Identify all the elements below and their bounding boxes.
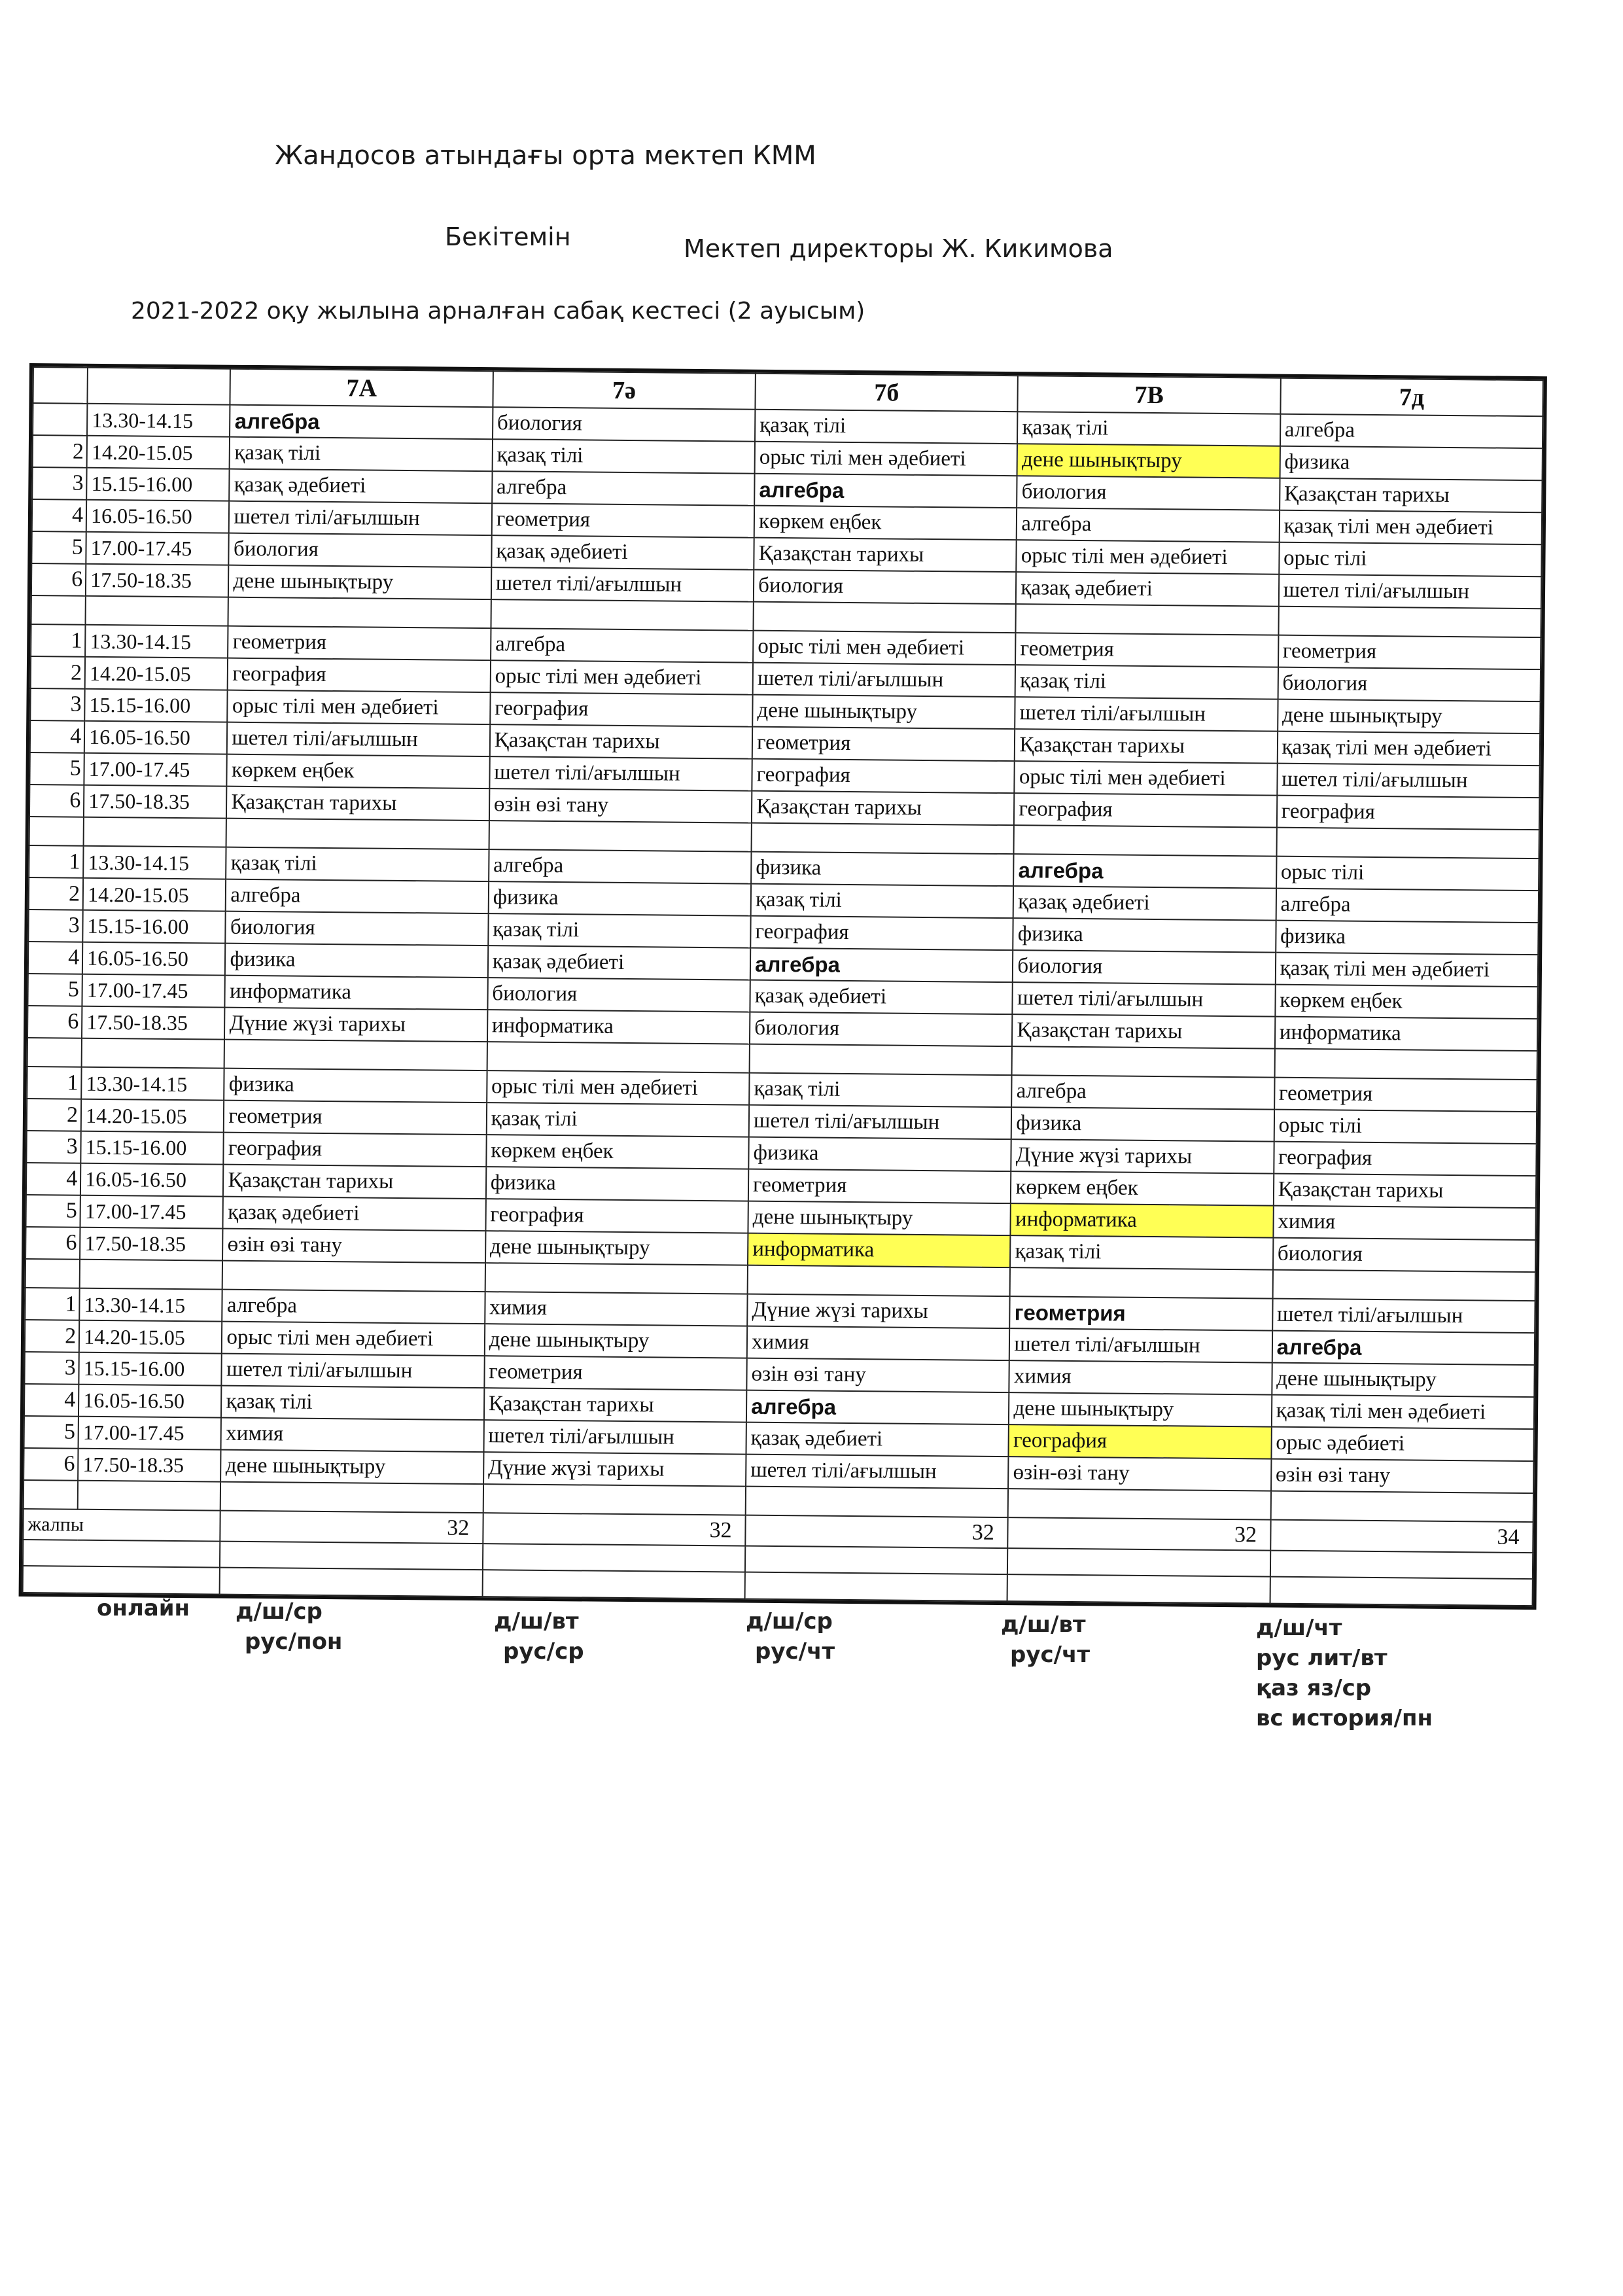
lesson-cell: дене шынықтыру — [1278, 699, 1541, 733]
director-name: Мектеп директоры Ж. Кикимова — [684, 234, 1113, 263]
empty-cell — [24, 1480, 79, 1510]
lesson-time: 14.20-15.05 — [83, 878, 226, 911]
online-note: д/ш/чт — [1256, 1615, 1342, 1641]
lesson-cell: қазақ әдебиеті — [491, 535, 754, 569]
lesson-cell: биология — [750, 1012, 1013, 1046]
lesson-cell: алгебра — [492, 471, 755, 505]
lesson-cell: алгебра — [1013, 854, 1276, 888]
lesson-cell: физика — [225, 944, 488, 978]
lesson-cell: геометрия — [484, 1356, 747, 1390]
lesson-cell: геометрия — [228, 626, 491, 660]
online-note: рус/чт — [1010, 1642, 1091, 1668]
empty-cell — [491, 599, 754, 631]
lesson-cell: Қазақстан тарихы — [484, 1388, 747, 1422]
lesson-time: 17.00-17.45 — [84, 753, 228, 786]
lesson-cell: геометрия — [748, 1169, 1011, 1203]
lesson-cell: алгебра — [1280, 414, 1543, 448]
empty-cell — [23, 1540, 220, 1568]
lesson-time: 16.05-16.50 — [79, 1385, 222, 1418]
empty-cell — [1276, 827, 1539, 858]
lesson-cell: алгебра — [1272, 1331, 1535, 1365]
lesson-cell: химия — [1273, 1205, 1536, 1239]
online-note: рус/ср — [503, 1638, 584, 1665]
lesson-number: 5 — [27, 974, 82, 1006]
lesson-cell: өзін өзі тану — [746, 1358, 1009, 1392]
school-name: Жандосов атындағы орта мектеп КММ — [275, 141, 816, 171]
lesson-cell: Қазақстан тарихы — [1273, 1174, 1536, 1208]
lesson-cell: геометрия — [1274, 1078, 1537, 1112]
lesson-time: 17.50-18.35 — [84, 785, 227, 818]
lesson-cell: Қазақстан тарихы — [226, 786, 489, 820]
lesson-time: 16.05-16.50 — [82, 942, 226, 976]
total-hours: 32 — [1008, 1517, 1271, 1550]
lesson-cell: шетел тілі/ағылшын — [1278, 574, 1541, 608]
lesson-time: 14.20-15.05 — [87, 436, 230, 469]
lesson-cell: шетел тілі/ағылшын — [489, 756, 752, 790]
lesson-cell: алгебра — [1011, 1075, 1274, 1109]
lesson-time: 14.20-15.05 — [79, 1320, 222, 1354]
lesson-cell: қазақ әдебиеті — [230, 469, 493, 503]
lesson-time: 17.00-17.45 — [80, 1195, 224, 1229]
lesson-cell: шетел тілі/ағылшын — [746, 1454, 1009, 1488]
lesson-cell: Дүние жүзі тарихы — [483, 1452, 746, 1486]
total-hours: 34 — [1270, 1520, 1533, 1553]
lesson-cell: қазақ тілі — [1015, 665, 1278, 699]
lesson-cell: дене шынықтыру — [1017, 444, 1280, 478]
lesson-cell: шетел тілі/ағылшын — [227, 722, 490, 756]
lesson-cell: дене шынықтыру — [752, 695, 1015, 729]
empty-cell — [86, 595, 229, 626]
lesson-cell: география — [228, 658, 491, 692]
empty-cell — [1012, 1046, 1275, 1078]
empty-cell — [220, 1481, 483, 1513]
online-note: рус/чт — [755, 1638, 835, 1665]
empty-cell — [27, 1038, 82, 1067]
empty-cell — [84, 817, 227, 847]
lesson-cell: көркем еңбек — [754, 506, 1017, 540]
lesson-cell: география — [1014, 793, 1277, 827]
lesson-cell: химия — [747, 1326, 1010, 1360]
lesson-cell: химия — [1009, 1360, 1272, 1394]
lesson-time: 17.50-18.35 — [80, 1227, 223, 1260]
lesson-cell: физика — [1013, 918, 1276, 952]
lesson-cell: геометрия — [1278, 635, 1541, 669]
lesson-cell: орыс тілі мен әдебиеті — [1017, 540, 1280, 574]
lesson-cell: алгебра — [226, 879, 489, 913]
lesson-cell: биология — [229, 533, 492, 567]
online-note: д/ш/ср — [746, 1608, 833, 1634]
lesson-cell: Қазақстан тарихы — [752, 790, 1015, 824]
empty-cell — [483, 1484, 746, 1515]
online-note: қаз яз/ср — [1256, 1675, 1372, 1701]
lesson-cell: қазақ әдебиеті — [223, 1196, 486, 1230]
empty-cell — [752, 822, 1015, 854]
lesson-cell: биология — [1017, 476, 1280, 510]
lesson-number: 3 — [30, 688, 85, 721]
totals-label: жалпы — [23, 1509, 220, 1541]
lesson-cell: шетел тілі/ағылшын — [222, 1354, 485, 1388]
empty-cell — [487, 1042, 750, 1073]
lesson-cell: биология — [1278, 667, 1541, 701]
lesson-cell: қазақ тілі — [221, 1385, 484, 1419]
lesson-number: 4 — [32, 499, 87, 532]
lesson-cell: дене шынықтыру — [1009, 1392, 1272, 1426]
lesson-cell: орыс тілі — [1274, 1110, 1537, 1144]
lesson-number: 6 — [29, 785, 84, 817]
lesson-time: 13.30-14.15 — [87, 404, 230, 437]
lesson-cell: қазақ әдебиеті — [1013, 886, 1276, 920]
lesson-time: 15.15-16.00 — [84, 689, 228, 722]
lesson-cell: алгебра — [489, 849, 752, 883]
lesson-cell: қазақ тілі — [749, 1073, 1012, 1107]
class-header: 7В — [1018, 376, 1281, 414]
online-note: рус лит/вт — [1256, 1645, 1387, 1671]
lesson-cell: Қазақстан тарихы — [223, 1165, 486, 1199]
lesson-time: 17.50-18.35 — [82, 1006, 225, 1039]
lesson-cell: орыс тілі мен әдебиеті — [228, 690, 491, 724]
lesson-cell: химия — [221, 1417, 484, 1451]
lesson-number: 3 — [26, 1131, 81, 1163]
empty-cell — [1270, 1577, 1533, 1606]
online-notes-7v — [1001, 1610, 1090, 1670]
empty-cell — [745, 1546, 1008, 1575]
lesson-cell: шетел тілі/ағылшын — [483, 1420, 746, 1454]
empty-cell — [23, 1566, 220, 1594]
lesson-cell: алгебра — [1276, 889, 1539, 923]
lesson-time: 17.00-17.45 — [82, 974, 226, 1008]
lesson-number: 1 — [29, 845, 84, 878]
corner-cell — [88, 368, 231, 405]
lesson-cell: қазақ тілі — [1017, 412, 1280, 446]
empty-cell — [228, 597, 491, 628]
empty-cell — [1270, 1551, 1533, 1580]
lesson-number: 6 — [24, 1448, 79, 1481]
empty-cell — [224, 1039, 487, 1070]
lesson-cell: көркем еңбек — [227, 754, 490, 788]
lesson-cell: қазақ әдебиеті — [1016, 572, 1279, 606]
empty-cell — [1008, 1489, 1271, 1520]
lesson-cell: алгебра — [754, 474, 1017, 508]
lesson-time: 16.05-16.50 — [80, 1163, 224, 1197]
lesson-cell: өзін өзі тану — [223, 1228, 486, 1262]
class-header: 7б — [755, 374, 1018, 412]
lesson-cell: биология — [1013, 950, 1276, 984]
lesson-time: 17.00-17.45 — [86, 532, 229, 565]
lesson-cell: физика — [1280, 446, 1543, 480]
empty-cell — [748, 1265, 1011, 1296]
lesson-cell: география — [490, 692, 753, 726]
lesson-cell: қазақ тілі — [230, 437, 493, 471]
lesson-time: 17.50-18.35 — [86, 563, 229, 597]
total-hours: 32 — [220, 1511, 483, 1544]
empty-cell — [482, 1570, 745, 1598]
lesson-cell: қазақ тілі — [755, 410, 1018, 444]
lesson-cell: шетел тілі/ағылшын — [1277, 763, 1540, 797]
lesson-number: 2 — [27, 1099, 82, 1131]
lesson-cell: информатика — [1011, 1203, 1274, 1237]
lesson-cell: география — [752, 758, 1015, 792]
lesson-cell: физика — [488, 881, 751, 915]
lesson-cell: информатика — [748, 1233, 1011, 1267]
online-label: онлайн — [97, 1595, 190, 1621]
empty-cell — [754, 601, 1017, 633]
empty-cell — [1014, 825, 1277, 857]
lesson-number: 5 — [29, 752, 84, 785]
lesson-cell: шетел тілі/ағылшын — [1272, 1299, 1535, 1333]
schedule-table — [19, 363, 1547, 1610]
lesson-number: 1 — [31, 624, 86, 657]
empty-cell — [1010, 1267, 1273, 1299]
lesson-time: 13.30-14.15 — [85, 625, 228, 658]
empty-cell — [1270, 1491, 1533, 1522]
lesson-number: 2 — [25, 1320, 80, 1352]
lesson-cell: дене шынықтыру — [485, 1324, 748, 1358]
lesson-number: 1 — [27, 1067, 82, 1099]
lesson-cell: көркем еңбек — [1275, 984, 1538, 1018]
lesson-number: 4 — [28, 942, 83, 974]
lesson-cell: шетел тілі/ағылшын — [491, 567, 754, 601]
lesson-cell: алгебра — [491, 628, 754, 662]
lesson-cell: геометрия — [224, 1101, 487, 1135]
lesson-time: 14.20-15.05 — [81, 1099, 224, 1133]
online-notes-7ae — [494, 1606, 584, 1667]
schedule-title: 2021-2022 оқу жылына арналған сабақ кестесі (2 ауысым) — [131, 298, 865, 325]
empty-cell — [1274, 1048, 1537, 1080]
lesson-cell: биология — [226, 911, 489, 945]
lesson-cell: физика — [486, 1167, 749, 1201]
lesson-cell: информатика — [225, 975, 488, 1009]
lesson-cell: геометрия — [491, 503, 754, 537]
lesson-cell: биология — [493, 407, 756, 441]
lesson-number: 3 — [28, 910, 83, 942]
lesson-cell: қазақ тілі — [751, 884, 1014, 918]
lesson-time: 16.05-16.50 — [84, 721, 228, 754]
lesson-cell: геометрия — [1015, 633, 1278, 667]
lesson-time: 13.30-14.15 — [79, 1288, 222, 1322]
lesson-cell: география — [224, 1133, 487, 1167]
lesson-cell: география — [1009, 1424, 1272, 1458]
online-notes-7d — [1256, 1613, 1433, 1733]
lesson-cell: Қазақстан тарихы — [1280, 478, 1543, 512]
empty-cell — [26, 1259, 80, 1288]
empty-cell — [31, 595, 86, 625]
lesson-time: 15.15-16.00 — [82, 910, 226, 944]
empty-cell — [226, 818, 489, 849]
lesson-number: 1 — [25, 1288, 80, 1320]
lesson-cell: химия — [485, 1292, 748, 1326]
lesson-cell: қазақ әдебиеті — [746, 1422, 1009, 1456]
lesson-time: 17.00-17.45 — [79, 1416, 222, 1449]
lesson-cell: физика — [748, 1137, 1011, 1171]
lesson-cell: алгебра — [1017, 508, 1280, 542]
empty-cell — [1278, 606, 1541, 637]
empty-cell — [78, 1480, 221, 1511]
class-header: 7ә — [493, 371, 756, 410]
lesson-cell: география — [1277, 795, 1540, 829]
lesson-cell: алгебра — [746, 1390, 1009, 1424]
lesson-cell: геометрия — [1010, 1296, 1273, 1330]
lesson-number: 3 — [24, 1352, 79, 1385]
lesson-cell: алгебра — [230, 405, 493, 439]
lesson-number: 5 — [31, 531, 86, 564]
lesson-cell: геометрия — [752, 727, 1015, 761]
lesson-cell: шетел тілі/ағылшын — [1009, 1328, 1272, 1362]
lesson-cell: көркем еңбек — [486, 1135, 749, 1169]
lesson-cell: Қазақстан тарихы — [490, 724, 753, 758]
class-header: 7д — [1280, 378, 1543, 417]
lesson-time: 17.50-18.35 — [78, 1448, 221, 1481]
lesson-cell: информатика — [487, 1010, 750, 1044]
online-notes-7a — [236, 1597, 342, 1657]
empty-cell — [1007, 1574, 1270, 1603]
class-header: 7А — [230, 369, 493, 408]
empty-cell — [483, 1544, 746, 1572]
empty-cell — [1016, 604, 1279, 635]
empty-cell — [746, 1486, 1009, 1517]
lesson-number: 6 — [27, 1006, 82, 1038]
corner-cell — [33, 367, 88, 404]
lesson-cell: Дүние жүзі тарихы — [224, 1007, 487, 1041]
lesson-time: 13.30-14.15 — [81, 1067, 224, 1101]
lesson-cell: көркем еңбек — [1011, 1171, 1274, 1205]
lesson-cell: қазақ тілі — [492, 439, 755, 473]
lesson-number: 4 — [26, 1163, 81, 1195]
lesson-cell: қазақ тілі мен әдебиеті — [1279, 510, 1542, 544]
lesson-cell: Қазақстан тарихы — [754, 538, 1017, 572]
lesson-cell: орыс тілі — [1276, 857, 1539, 891]
lesson-number: 4 — [24, 1384, 79, 1417]
lesson-cell: география — [750, 916, 1013, 950]
lesson-cell: қазақ тілі — [226, 847, 489, 881]
online-note: д/ш/ср — [236, 1598, 323, 1625]
lesson-cell: қазақ әдебиеті — [488, 945, 751, 980]
lesson-cell: шетел тілі/ағылшын — [1015, 697, 1278, 731]
lesson-number: 3 — [32, 467, 87, 500]
lesson-time: 13.30-14.15 — [83, 846, 226, 879]
lesson-cell: өзін-өзі тану — [1008, 1457, 1271, 1491]
empty-cell — [29, 817, 84, 846]
lesson-number: 6 — [26, 1227, 80, 1260]
approval-label: Бекітемін — [445, 222, 571, 251]
lesson-cell: дене шынықтыру — [485, 1231, 748, 1265]
empty-cell — [745, 1572, 1008, 1601]
lesson-cell: қазақ тілі — [1010, 1235, 1273, 1269]
lesson-time: 14.20-15.05 — [85, 657, 228, 690]
lesson-cell: физика — [1011, 1107, 1274, 1141]
lesson-cell: қазақ тілі — [488, 913, 751, 947]
empty-cell — [750, 1044, 1013, 1075]
empty-cell — [1007, 1548, 1270, 1577]
lesson-number: 5 — [26, 1195, 80, 1227]
empty-cell — [222, 1260, 485, 1292]
lesson-number — [33, 403, 88, 436]
lesson-cell: информатика — [1275, 1016, 1538, 1050]
lesson-cell: қазақ тілі — [487, 1103, 750, 1137]
online-note: д/ш/вт — [1001, 1612, 1086, 1638]
lesson-cell: орыс тілі мен әдебиеті — [490, 660, 753, 694]
lesson-cell: өзін өзі тану — [489, 788, 752, 822]
lesson-cell: биология — [1273, 1237, 1536, 1271]
lesson-cell: дене шынықтыру — [221, 1449, 484, 1483]
lesson-number: 2 — [33, 435, 88, 468]
lesson-cell: орыс тілі мен әдебиеті — [222, 1322, 485, 1356]
lesson-cell: география — [485, 1199, 748, 1233]
empty-cell — [80, 1259, 223, 1290]
empty-cell — [82, 1038, 225, 1069]
lesson-cell: өзін өзі тану — [1271, 1458, 1534, 1492]
lesson-cell: қазақ тілі мен әдебиеті — [1272, 1395, 1535, 1429]
lesson-cell: орыс тілі мен әдебиеті — [753, 631, 1016, 665]
empty-cell — [1272, 1269, 1535, 1301]
lesson-cell: орыс тілі мен әдебиеті — [755, 442, 1018, 476]
lesson-cell: Қазақстан тарихы — [1015, 729, 1278, 763]
lesson-cell: орыс тілі мен әдебиеті — [487, 1070, 750, 1104]
lesson-cell: орыс тілі — [1279, 542, 1542, 576]
lesson-cell: физика — [751, 852, 1014, 886]
lesson-number: 2 — [29, 877, 84, 910]
lesson-time: 16.05-16.50 — [86, 500, 230, 533]
lesson-cell: дене шынықтыру — [1272, 1363, 1535, 1397]
lesson-cell: қазақ тілі мен әдебиеті — [1275, 953, 1538, 987]
lesson-cell: география — [1274, 1142, 1537, 1176]
lesson-time: 15.15-16.00 — [79, 1352, 222, 1386]
lesson-number: 4 — [30, 720, 85, 753]
lesson-cell: қазақ тілі мен әдебиеті — [1277, 732, 1540, 766]
empty-cell — [485, 1263, 748, 1294]
total-hours: 32 — [745, 1515, 1008, 1548]
lesson-number: 5 — [24, 1416, 79, 1449]
online-note: рус/пон — [245, 1629, 343, 1655]
lesson-cell: орыс тілі мен әдебиеті — [1015, 761, 1278, 795]
lesson-cell: қазақ әдебиеті — [750, 980, 1013, 1014]
lesson-cell: физика — [1276, 921, 1539, 955]
lesson-number: 2 — [31, 656, 86, 689]
empty-cell — [220, 1542, 483, 1570]
lesson-cell: шетел тілі/ағылшын — [749, 1105, 1012, 1139]
lesson-cell: алгебра — [750, 948, 1013, 982]
online-note: д/ш/вт — [494, 1608, 579, 1634]
lesson-cell: дене шынықтыру — [748, 1201, 1011, 1235]
lesson-cell: шетел тілі/ағылшын — [1013, 982, 1276, 1016]
lesson-cell: физика — [224, 1069, 487, 1103]
lesson-time: 15.15-16.00 — [80, 1131, 224, 1165]
lesson-cell: дене шынықтыру — [228, 565, 491, 599]
lesson-time: 15.15-16.00 — [86, 468, 230, 501]
online-notes-7b — [746, 1606, 835, 1667]
lesson-cell: биология — [487, 978, 750, 1012]
empty-cell — [220, 1568, 483, 1597]
empty-cell — [489, 821, 752, 852]
lesson-cell: алгебра — [222, 1290, 485, 1324]
lesson-cell: шетел тілі/ағылшын — [229, 501, 492, 535]
lesson-cell: биология — [754, 569, 1017, 603]
lesson-cell: Дүние жүзі тарихы — [747, 1294, 1010, 1328]
online-note: вс история/пн — [1256, 1705, 1433, 1731]
lesson-cell: Қазақстан тарихы — [1012, 1014, 1275, 1048]
lesson-cell: орыс әдебиеті — [1271, 1426, 1534, 1460]
total-hours: 32 — [483, 1513, 746, 1545]
lesson-cell: шетел тілі/ағылшын — [753, 663, 1016, 697]
lesson-number: 6 — [31, 563, 86, 596]
lesson-cell: Дүние жүзі тарихы — [1011, 1139, 1274, 1173]
